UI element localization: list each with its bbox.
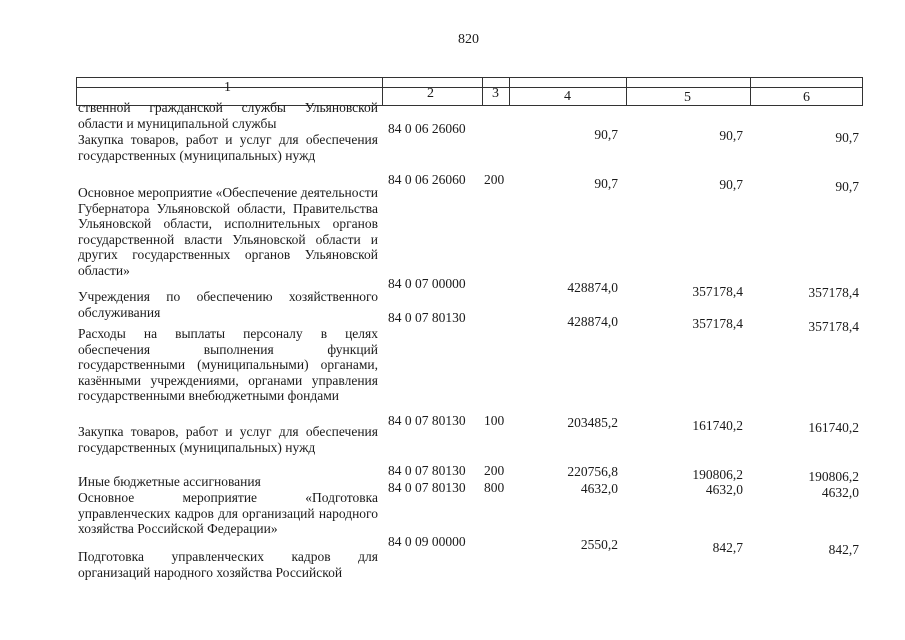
row-description: Закупка товаров, работ и услуг для обеспечения государственных (муниципальных) нужд: [78, 132, 378, 163]
header-border: [76, 77, 77, 106]
row-value-col5: 842,7: [712, 540, 743, 555]
row-code: 84 0 07 80130: [388, 310, 466, 325]
row-description: Основное мероприятие «Подготовка управленческих кадров для организаций народного хозяйства Российской Федерации»: [78, 490, 378, 536]
row-value-col6: 357178,4: [808, 285, 859, 300]
row-value-col6: 90,7: [835, 130, 859, 145]
header-border: [382, 77, 383, 106]
row-value-col4: 90,7: [594, 176, 618, 191]
row-description: Закупка товаров, работ и услуг для обеспечения государственных (муниципальных) нужд: [78, 424, 378, 455]
header-col-4: 4: [564, 89, 571, 104]
row-category: 200: [484, 463, 505, 478]
row-code: 84 0 07 80130: [388, 413, 466, 428]
row-description: Подготовка управленческих кадров для организаций народного хозяйства Российской: [78, 549, 378, 580]
row-value-col6: 357178,4: [808, 319, 859, 334]
row-code: 84 0 07 00000: [388, 276, 466, 291]
row-value-col5: 90,7: [719, 177, 743, 192]
row-category: 100: [484, 413, 505, 428]
header-col-6: 6: [803, 90, 810, 105]
header-border: [482, 77, 483, 106]
row-value-col5: 90,7: [719, 128, 743, 143]
row-description: ственной гражданской службы Ульяновской области и муниципальной службы: [78, 100, 378, 131]
row-value-col5: 357178,4: [692, 316, 743, 331]
header-col-3: 3: [492, 86, 499, 101]
row-description: Иные бюджетные ассигнования: [78, 474, 261, 489]
row-value-col4: 428874,0: [567, 314, 618, 329]
row-category: 200: [484, 172, 505, 187]
row-value-col6: 4632,0: [821, 485, 859, 500]
row-value-col5: 161740,2: [692, 418, 743, 433]
row-value-col6: 842,7: [828, 542, 859, 557]
header-col-5: 5: [684, 90, 691, 105]
row-description: Расходы на выплаты персоналу в целях обеспечения выполнения функций государственными (муниципальными) органами, казёнными учреждениями, органами управления государственными внебюджетными фондами: [78, 326, 378, 403]
header-col-2: 2: [427, 86, 434, 101]
row-value-col4: 428874,0: [567, 280, 618, 295]
row-value-col5: 357178,4: [692, 284, 743, 299]
row-value-col4: 203485,2: [567, 415, 618, 430]
row-code: 84 0 06 26060: [388, 172, 466, 187]
row-code: 84 0 07 80130: [388, 463, 466, 478]
row-value-col6: 90,7: [835, 179, 859, 194]
row-code: 84 0 06 26060: [388, 121, 466, 136]
row-value-col6: 161740,2: [808, 420, 859, 435]
header-border: [862, 77, 863, 106]
header-border: [509, 77, 510, 106]
row-code: 84 0 07 80130: [388, 480, 466, 495]
header-col-1: 1: [224, 80, 231, 95]
row-value-col6: 190806,2: [808, 469, 859, 484]
row-description: Основное мероприятие «Обеспечение деятельности Губернатора Ульяновской области, Правительства Ульяновской области, исполнительных органов государственной власти Ульяновской области и других государственных органов Ульяновской области»: [78, 185, 378, 278]
row-value-col4: 90,7: [594, 127, 618, 142]
header-border: [750, 77, 751, 106]
row-category: 800: [484, 480, 505, 495]
header-border: [626, 77, 627, 106]
header-mid-line: [76, 87, 863, 88]
row-code: 84 0 09 00000: [388, 534, 466, 549]
header-top-line: [76, 77, 863, 78]
row-value-col5: 4632,0: [705, 482, 743, 497]
row-value-col4: 4632,0: [580, 481, 618, 496]
row-value-col4: 220756,8: [567, 464, 618, 479]
page-number: 820: [458, 32, 479, 47]
row-value-col5: 190806,2: [692, 467, 743, 482]
row-description: Учреждения по обеспечению хозяйственного обслуживания: [78, 289, 378, 320]
row-value-col4: 2550,2: [580, 537, 618, 552]
